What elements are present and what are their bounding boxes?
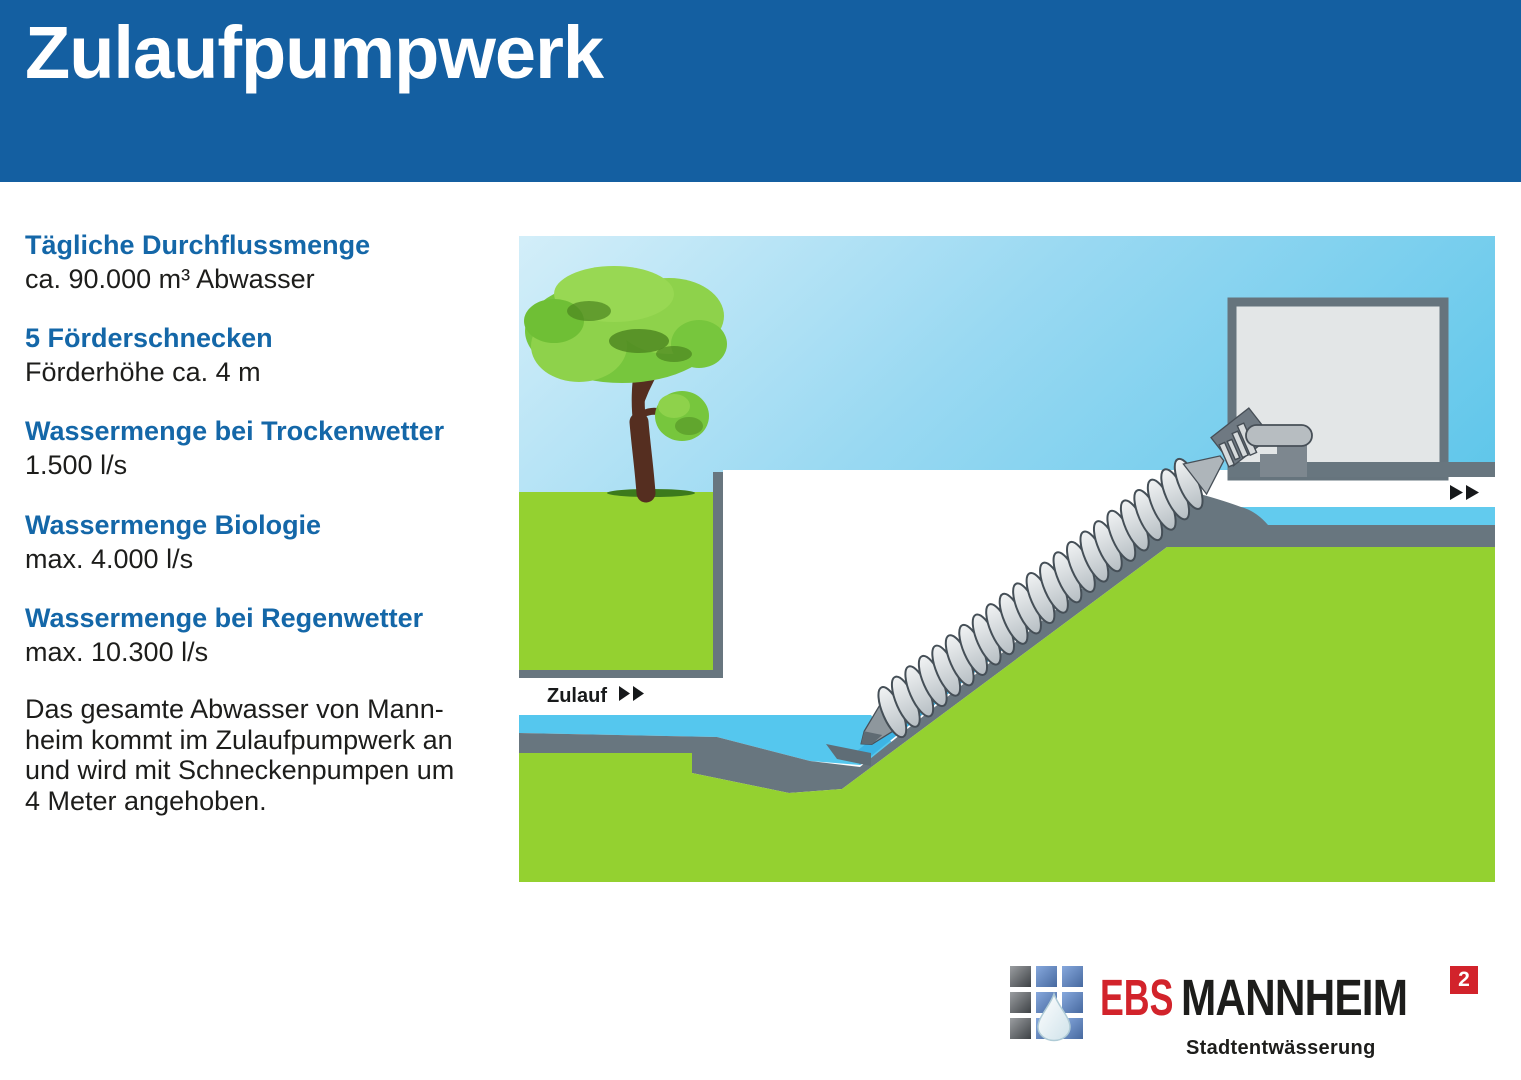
grass-left [519, 492, 713, 670]
logo-grid-square [1010, 992, 1031, 1013]
logo-subtitle: Stadtentwässerung [1186, 1037, 1376, 1059]
fact-value: max. 10.300 l/s [25, 637, 209, 667]
header-banner [0, 0, 1521, 182]
fact-value: ca. 90.000 m³ Abwasser [25, 264, 315, 294]
fact-value: Förderhöhe ca. 4 m [25, 357, 261, 387]
fact-block-daily-flow [25, 229, 505, 295]
paragraph-line: Das gesamte Abwasser von Mann- [25, 694, 444, 724]
paragraph-line: und wird mit Schneckenpumpen um [25, 755, 455, 785]
outlet-water-band [1241, 507, 1495, 525]
motor-body [1246, 425, 1312, 446]
fact-block-biology [25, 509, 505, 575]
water-drop-icon [1037, 992, 1071, 1042]
fact-heading: Wassermenge Biologie [25, 510, 322, 540]
logo-city-text: MANNHEIM [1181, 969, 1408, 1026]
pump-station-illustration [519, 236, 1495, 882]
fact-block-rain-weather [25, 602, 505, 668]
paragraph-line: 4 Meter angehoben. [25, 785, 267, 816]
logo-brand-text: EBS [1100, 969, 1174, 1026]
logo-grid-square [1010, 1018, 1031, 1039]
fact-heading: Wassermenge bei Trockenwetter [25, 416, 445, 446]
page-title: Zulaufpumpwerk [25, 11, 604, 94]
description-paragraph [25, 694, 525, 816]
logo-superscript-badge: 2 [1450, 966, 1478, 994]
fact-value: 1.500 l/s [25, 450, 128, 480]
fact-heading: Wassermenge bei Regenwetter [25, 603, 424, 633]
logo-grid-square [1062, 966, 1083, 987]
pump-building [1232, 302, 1444, 476]
fact-heading: Tägliche Durchflussmenge [25, 230, 371, 260]
fact-heading: 5 Förderschnecken [25, 323, 273, 353]
paragraph-line: heim kommt im Zulaufpumpwerk an [25, 724, 453, 755]
logo-grid-square [1036, 966, 1057, 987]
fact-block-screws [25, 322, 505, 388]
fact-block-dry-weather [25, 415, 505, 481]
inflow-label: Zulauf [547, 685, 607, 707]
logo-grid-square [1010, 966, 1031, 987]
fact-value: max. 4.000 l/s [25, 544, 194, 574]
